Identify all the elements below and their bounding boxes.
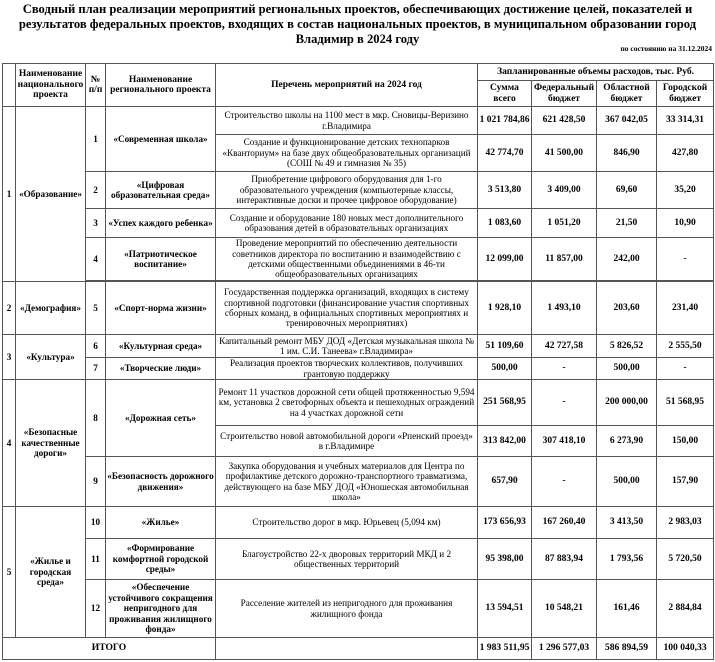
amount-federal: 11 857,00 bbox=[532, 238, 597, 281]
amount-federal: 1 051,20 bbox=[532, 209, 597, 238]
amount-city: 427,80 bbox=[657, 135, 714, 172]
national-project-name: «Образование» bbox=[16, 107, 86, 282]
amount-federal: - bbox=[532, 380, 597, 426]
header-total: Сумма всего bbox=[478, 81, 532, 107]
amount-federal: 10 548,21 bbox=[532, 580, 597, 638]
amount-federal: 87 883,94 bbox=[532, 539, 597, 580]
national-project-number: 3 bbox=[3, 335, 16, 380]
amount-federal: 167 260,40 bbox=[532, 507, 597, 539]
amount-regional: 200 000,00 bbox=[597, 380, 657, 426]
amount-regional: 500,00 bbox=[597, 457, 657, 507]
regional-project-number: 3 bbox=[86, 209, 106, 238]
amount-city: 157,90 bbox=[657, 457, 714, 507]
activity-text: Расселение жителей из непригодного для проживания жилищного фонда bbox=[216, 580, 478, 638]
header-blank bbox=[3, 64, 16, 107]
activity-text: Государственная поддержка организаций, входящих в систему спортивной подготовки (финансирование участия спортивных сборных команд, в официальных спортивных мероприятиях и тренировочных мероприятиях) bbox=[216, 282, 478, 335]
totals-federal: 1 296 577,03 bbox=[532, 638, 597, 660]
amount-federal: 41 500,00 bbox=[532, 135, 597, 172]
amount-total: 1 928,10 bbox=[478, 282, 532, 335]
amount-city: 5 720,50 bbox=[657, 539, 714, 580]
amount-total: 95 398,00 bbox=[478, 539, 532, 580]
activity-text: Строительство школы на 1100 мест в мкр. Сновицы-Веризино г.Владимира bbox=[216, 107, 478, 135]
amount-city: 231,40 bbox=[657, 282, 714, 335]
regional-project-name: «Формирование комфортной городской среды» bbox=[106, 539, 216, 580]
table-row bbox=[3, 107, 714, 135]
amount-city: 2 884,84 bbox=[657, 580, 714, 638]
amount-federal: 621 428,50 bbox=[532, 107, 597, 135]
regional-project-name: «Безопасность дорожного движения» bbox=[106, 457, 216, 507]
header-row-1 bbox=[3, 64, 714, 81]
regional-project-number: 7 bbox=[86, 358, 106, 380]
regional-project-name: «Успех каждого ребенка» bbox=[106, 209, 216, 238]
activity-text: Создание и оборудование 180 новых мест дополнительного образования детей в образовательных организациях bbox=[216, 209, 478, 238]
amount-regional: 3 413,50 bbox=[597, 507, 657, 539]
amount-regional: 242,00 bbox=[597, 238, 657, 281]
regional-project-number: 2 bbox=[86, 172, 106, 209]
activity-text: Ремонт 11 участков дорожной сети общей протяженностью 9,594 км, установка 2 светофорных объекта и пешеходных ограждений на 4 участках дорожной сети bbox=[216, 380, 478, 426]
regional-project-number: 8 bbox=[86, 380, 106, 457]
amount-city: 2 555,50 bbox=[657, 335, 714, 358]
table-row bbox=[3, 172, 714, 209]
activity-text: Строительство дорог в мкр. Юрьевец (5,094 км) bbox=[216, 507, 478, 539]
as-of-date: по состоянию на 31.12.2024 bbox=[620, 44, 712, 53]
amount-regional: 846,90 bbox=[597, 135, 657, 172]
totals-blank bbox=[216, 638, 478, 660]
activity-text: Закупка оборудования и учебных материалов для Центра по профилактике детского дорожно-транспортного травматизма, действующего на базе МБУ ДОД «Юношеская автомобильная школа» bbox=[216, 457, 478, 507]
activity-text: Создание и функционирование детских технопарков «Кванториум» на базе двух общеобразовательных организаций (СОШ № 49 и гимназия № 35) bbox=[216, 135, 478, 172]
totals-regional: 586 894,59 bbox=[597, 638, 657, 660]
regional-project-name: «Обеспечение устойчивого сокращения непригодного для проживания жилищного фонда» bbox=[106, 580, 216, 638]
regional-project-number: 10 bbox=[86, 507, 106, 539]
table-row bbox=[3, 457, 714, 507]
totals-row bbox=[3, 638, 714, 660]
header-regional-project: Наименование регионального проекта bbox=[106, 64, 216, 107]
activity-text: Капитальный ремонт МБУ ДОД «Детская музыкальная школа № 1 им. С.И. Танеева» г.Владимира» bbox=[216, 335, 478, 358]
activity-text: Строительство новой автомобильной дороги «Рпенский проезд» в г.Владимире bbox=[216, 426, 478, 457]
amount-federal: 42 727,58 bbox=[532, 335, 597, 358]
amount-regional: 69,60 bbox=[597, 172, 657, 209]
regional-project-number: 5 bbox=[86, 282, 106, 335]
amount-federal: 3 409,00 bbox=[532, 172, 597, 209]
amount-total: 1 021 784,86 bbox=[478, 107, 532, 135]
amount-regional: 367 042,05 bbox=[597, 107, 657, 135]
amount-regional: 5 826,52 bbox=[597, 335, 657, 358]
document-title: Сводный план реализации мероприятий региональных проектов, обеспечивающих достижение целей, показателей и результатов федеральных проектов, входящих в состав национальных проектов, в муниципальном образовании город Владимир в 2024 году bbox=[18, 2, 697, 46]
amount-federal: 307 418,10 bbox=[532, 426, 597, 457]
totals-total: 1 983 511,95 bbox=[478, 638, 532, 660]
amount-regional: 6 273,90 bbox=[597, 426, 657, 457]
table-row bbox=[3, 335, 714, 358]
budget-table bbox=[2, 63, 714, 660]
amount-total: 13 594,51 bbox=[478, 580, 532, 638]
totals-city: 100 040,33 bbox=[657, 638, 714, 660]
amount-total: 12 099,00 bbox=[478, 238, 532, 281]
regional-project-number: 9 bbox=[86, 457, 106, 507]
amount-federal: - bbox=[532, 358, 597, 380]
amount-total: 313 842,00 bbox=[478, 426, 532, 457]
header-activities: Перечень мероприятий на 2024 год bbox=[216, 64, 478, 107]
amount-total: 51 109,60 bbox=[478, 335, 532, 358]
amount-city: 150,00 bbox=[657, 426, 714, 457]
regional-project-number: 6 bbox=[86, 335, 106, 358]
table-row bbox=[3, 282, 714, 335]
amount-total: 3 513,80 bbox=[478, 172, 532, 209]
amount-total: 42 774,70 bbox=[478, 135, 532, 172]
regional-project-name: «Цифровая образовательная среда» bbox=[106, 172, 216, 209]
table-row bbox=[3, 358, 714, 380]
amount-regional: 21,50 bbox=[597, 209, 657, 238]
amount-total: 657,90 bbox=[478, 457, 532, 507]
amount-federal: - bbox=[532, 457, 597, 507]
amount-total: 251 568,95 bbox=[478, 380, 532, 426]
activity-text: Реализация проектов творческих коллективов, получивших грантовую поддержку bbox=[216, 358, 478, 380]
table-row bbox=[3, 209, 714, 238]
amount-federal: 1 493,10 bbox=[532, 282, 597, 335]
national-project-name: «Демография» bbox=[16, 282, 86, 335]
national-project-name: «Жилье и городская среда» bbox=[16, 507, 86, 638]
regional-project-name: «Патриотическое воспитание» bbox=[106, 238, 216, 281]
table-row bbox=[3, 238, 714, 281]
amount-city: 51 568,95 bbox=[657, 380, 714, 426]
regional-project-number: 1 bbox=[86, 107, 106, 172]
amount-city: - bbox=[657, 358, 714, 380]
regional-project-name: «Спорт-норма жизни» bbox=[106, 282, 216, 335]
regional-project-name: «Культурная среда» bbox=[106, 335, 216, 358]
amount-total: 1 083,60 bbox=[478, 209, 532, 238]
national-project-number: 2 bbox=[3, 282, 16, 335]
regional-project-name: «Дорожная сеть» bbox=[106, 380, 216, 457]
amount-city: 33 314,31 bbox=[657, 107, 714, 135]
amount-total: 500,00 bbox=[478, 358, 532, 380]
header-planned-expenses: Запланированные объемы расходов, тыс. Руб. bbox=[478, 64, 714, 81]
amount-regional: 161,46 bbox=[597, 580, 657, 638]
amount-city: 35,20 bbox=[657, 172, 714, 209]
activity-text: Благоустройство 22-х дворовых территорий МКД и 2 общественных территорий bbox=[216, 539, 478, 580]
amount-regional: 500,00 bbox=[597, 358, 657, 380]
amount-regional: 203,60 bbox=[597, 282, 657, 335]
activity-text: Проведение мероприятий по обеспечению деятельности советников директора по воспитанию и взаимодействию с детскими общественными объединениями в 46-ти общеобразовательных организациях bbox=[216, 238, 478, 281]
regional-project-number: 11 bbox=[86, 539, 106, 580]
national-project-name: «Культура» bbox=[16, 335, 86, 380]
activity-text: Приобретение цифрового оборудования для 1-го образовательного учреждения (компьютерные классы, интерактивные доски и прочее цифровое оборудование) bbox=[216, 172, 478, 209]
regional-project-name: «Творческие люди» bbox=[106, 358, 216, 380]
amount-total: 173 656,93 bbox=[478, 507, 532, 539]
header-regional: Областной бюджет bbox=[597, 81, 657, 107]
national-project-number: 4 bbox=[3, 380, 16, 507]
header-num: № п/п bbox=[86, 64, 106, 107]
table-row bbox=[3, 507, 714, 539]
regional-project-number: 4 bbox=[86, 238, 106, 281]
table-row bbox=[3, 580, 714, 638]
regional-project-name: «Жилье» bbox=[106, 507, 216, 539]
national-project-number: 5 bbox=[3, 507, 16, 638]
table-row bbox=[3, 380, 714, 426]
header-city: Городской бюджет bbox=[657, 81, 714, 107]
header-national-project: Наименование национального проекта bbox=[16, 64, 86, 107]
table-row bbox=[3, 539, 714, 580]
amount-city: 2 983,03 bbox=[657, 507, 714, 539]
amount-regional: 1 793,56 bbox=[597, 539, 657, 580]
header-federal: Федеральный бюджет bbox=[532, 81, 597, 107]
amount-city: - bbox=[657, 238, 714, 281]
regional-project-name: «Современная школа» bbox=[106, 107, 216, 172]
regional-project-number: 12 bbox=[86, 580, 106, 638]
totals-label: ИТОГО bbox=[3, 638, 216, 660]
amount-city: 10,90 bbox=[657, 209, 714, 238]
national-project-number: 1 bbox=[3, 107, 16, 282]
national-project-name: «Безопасные качественные дороги» bbox=[16, 380, 86, 507]
